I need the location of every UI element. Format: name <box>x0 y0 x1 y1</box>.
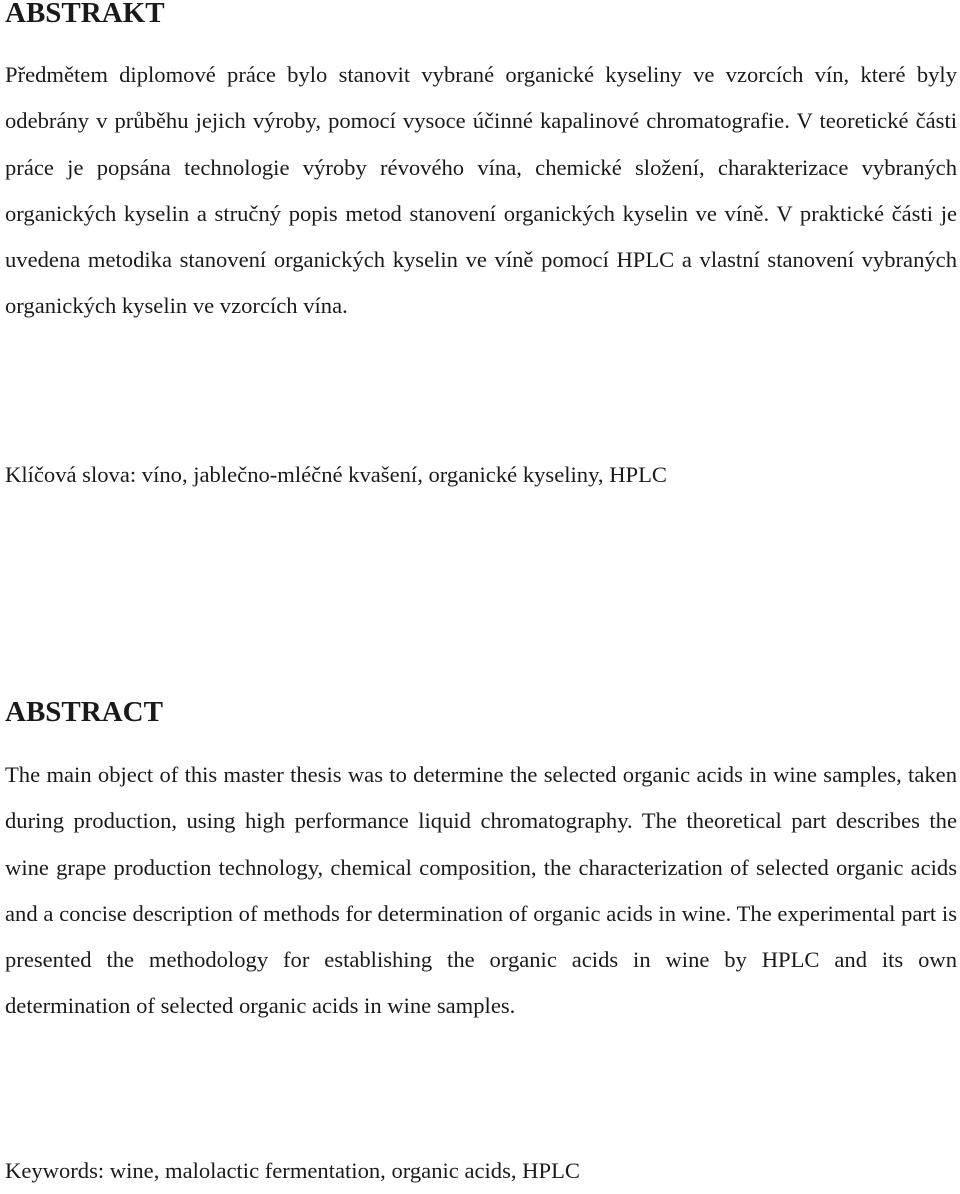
english-abstract-paragraph: The main object of this master thesis was to determine the selected organic acids in wine samples, taken during production, using high performance liquid chromatography. The theoretical part describes the wine grape production technology, chemical composition, the characterization of selected organic acids and a concise description of methods for determination of organic acids in wine. The experimental part is presented the methodology for establishing the organic acids in wine by HPLC and its own determination of selected organic acids in wine samples. <box>5 762 957 1019</box>
english-abstract-heading: ABSTRACT <box>5 696 163 728</box>
english-keywords: Keywords: wine, malolactic fermentation, organic acids, HPLC <box>5 1158 580 1183</box>
czech-abstract-heading: ABSTRAKT <box>5 0 165 29</box>
czech-keywords: Klíčová slova: víno, jablečno-mléčné kvašení, organické kyseliny, HPLC <box>5 462 667 487</box>
czech-abstract-paragraph: Předmětem diplomové práce bylo stanovit vybrané organické kyseliny ve vzorcích vín, které byly odebrány v průběhu jejich výroby, pomocí vysoce účinné kapalinové chromatografie. V teoretické části práce je popsána technologie výroby révového vína, chemické složení, charakterizace vybraných organických kyselin a stručný popis metod stanovení organických kyselin ve víně. V praktické části je uvedena metodika stanovení organických kyselin ve víně pomocí HPLC a vlastní stanovení vybraných organických kyselin ve vzorcích vína. <box>5 62 957 319</box>
